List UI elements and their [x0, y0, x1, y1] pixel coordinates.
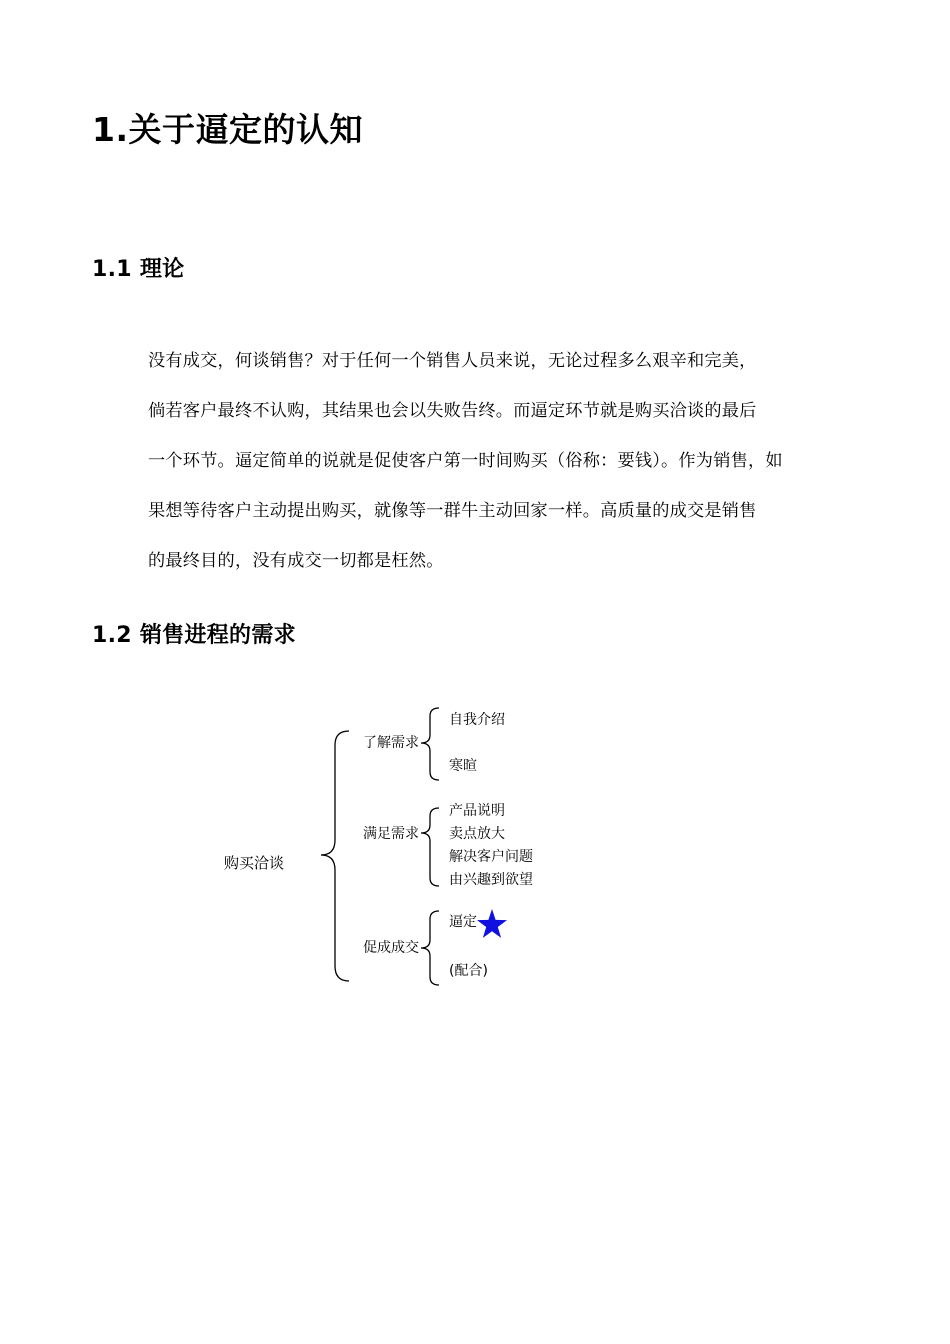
- item-product-explanation: 产品说明: [449, 803, 505, 819]
- page-title: 1.关于逼定的认知: [92, 110, 363, 149]
- paragraph-line: 没有成交，何谈销售？对于任何一个销售人员来说，无论过程多么艰辛和完美，: [148, 351, 757, 371]
- root-brace: [321, 731, 349, 981]
- item-selling-point: 卖点放大: [449, 826, 505, 842]
- branch-label-understand-needs: 了解需求: [363, 735, 419, 751]
- brace-close-deal: [421, 911, 439, 985]
- paragraph-line: 倘若客户最终不认购，其结果也会以失败告终。而逼定环节就是购买洽谈的最后: [148, 401, 757, 421]
- branch-label-close-deal: 促成成交: [363, 940, 419, 956]
- paragraph-line: 一个环节。逼定简单的说就是促使客户第一时间购买（俗称：要钱）。作为销售，如: [148, 451, 783, 471]
- paragraph-line: 果想等待客户主动提出购买，就像等一群牛主动回家一样。高质量的成交是销售: [148, 501, 757, 521]
- item-self-introduction: 自我介绍: [449, 712, 505, 728]
- item-solve-problems: 解决客户问题: [449, 849, 533, 865]
- brace-satisfy-needs: [421, 808, 439, 886]
- item-cooperation: (配合): [449, 963, 488, 979]
- diagram-root-label: 购买洽谈: [224, 854, 285, 872]
- brace-understand-needs: [421, 708, 439, 780]
- paragraph-line: 的最终目的，没有成交一切都是枉然。: [148, 551, 444, 571]
- theory-paragraph: [148, 342, 818, 592]
- section-title-sales-process: 1.2 销售进程的需求: [92, 623, 296, 648]
- star-icon: [477, 909, 507, 938]
- section-title-theory: 1.1 理论: [92, 257, 185, 282]
- item-greetings: 寒暄: [449, 758, 477, 774]
- item-interest-to-desire: 由兴趣到欲望: [449, 872, 533, 888]
- item-push-close: 逼定: [449, 914, 477, 930]
- branch-label-satisfy-needs: 满足需求: [363, 826, 419, 842]
